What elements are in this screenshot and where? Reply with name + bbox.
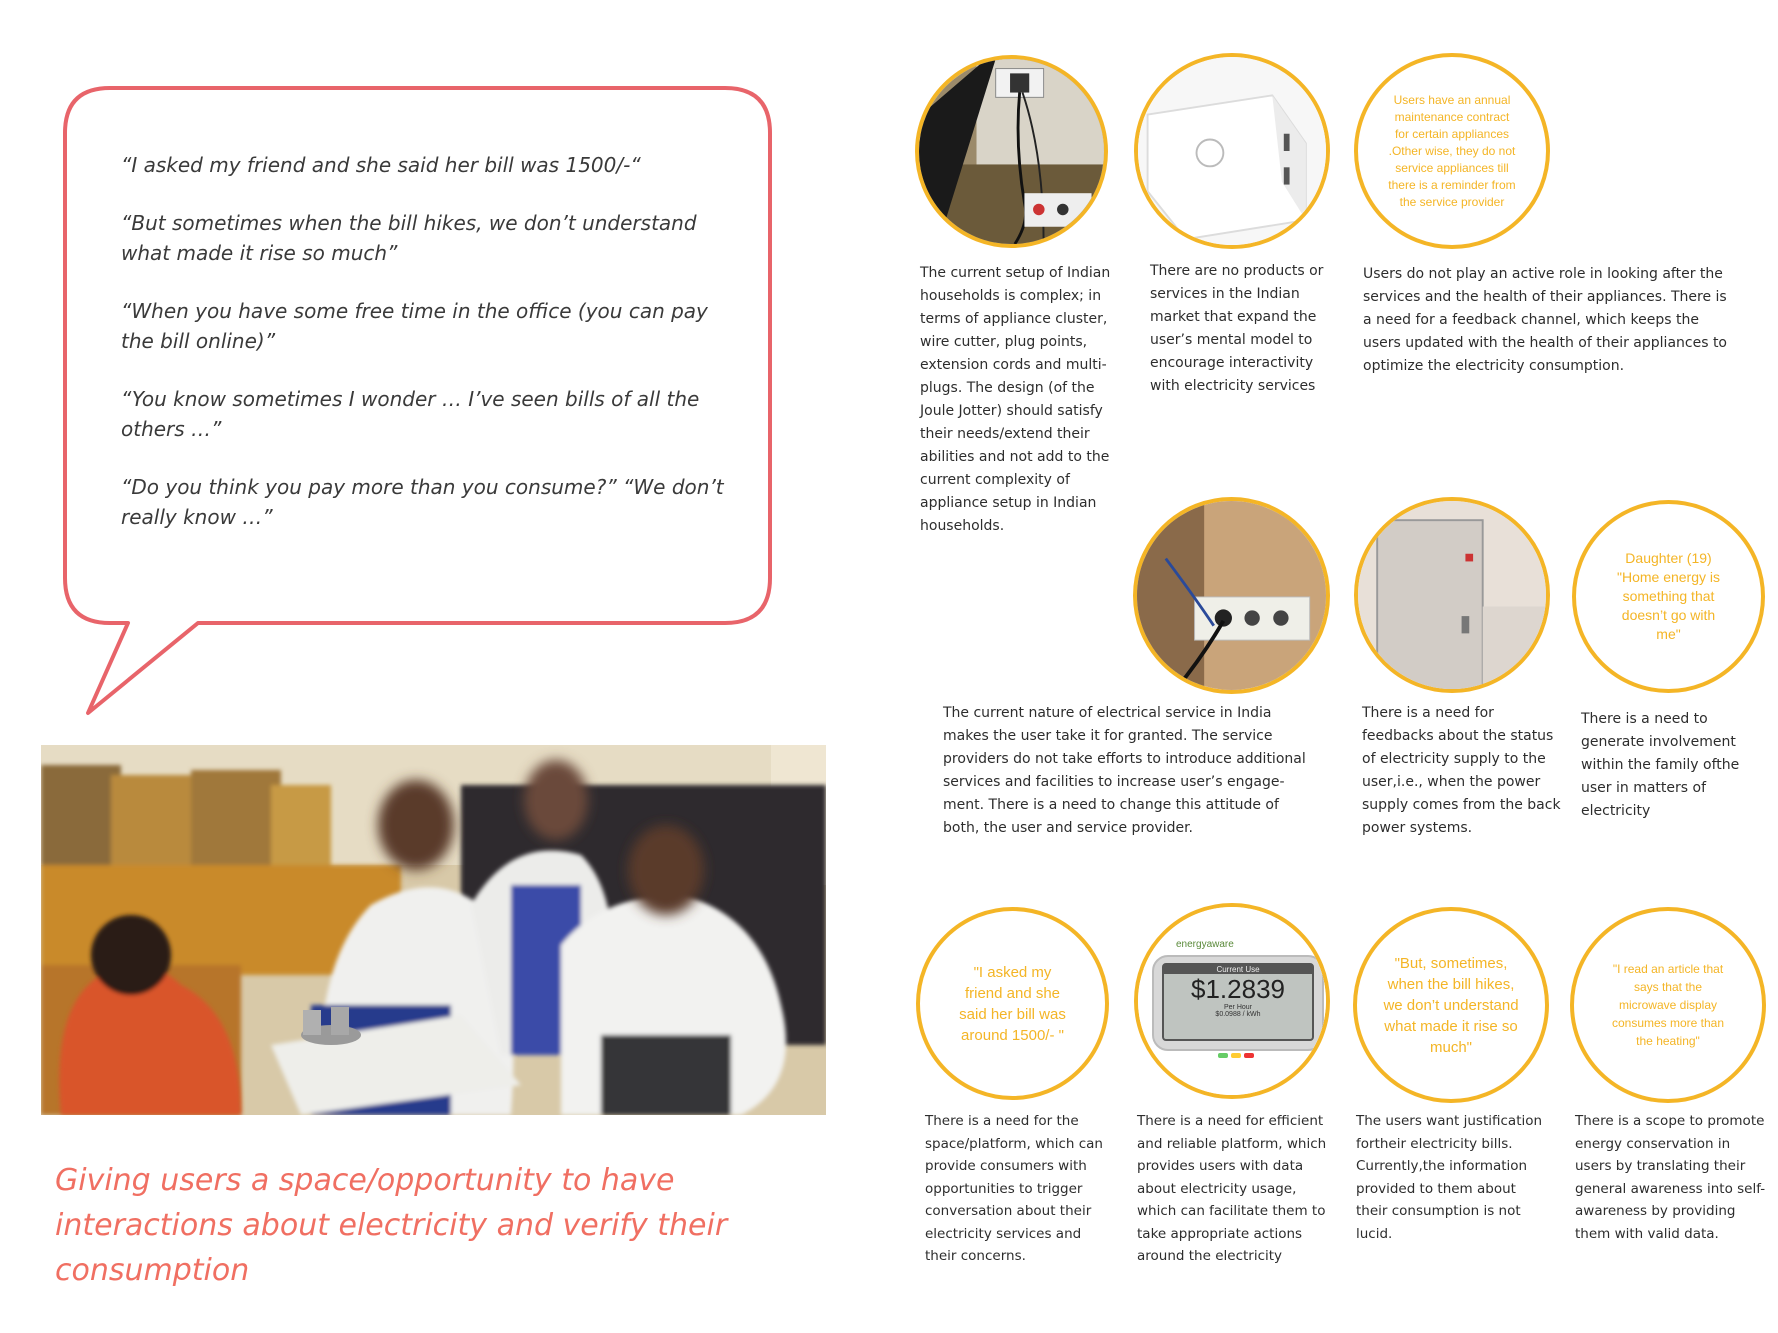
interview-quotes xyxy=(121,150,731,560)
interview-photo xyxy=(41,745,826,1115)
desc-service-attitude: The current nature of electrical service in India makes the user take it for granted. The service providers do not take efforts to introduce additional services and facilities to increase user’s engage-ment. There is a need to change this attitude of both, the user and service provider. xyxy=(943,705,1306,836)
circle-power-panel xyxy=(1354,497,1550,693)
smart-plug-image xyxy=(1138,57,1326,245)
circle-smart-plug xyxy=(1134,53,1330,249)
desc-usage-data: There is a need for efficient and reliable platform, which provides users with data about electricity usage, which can facilitate them to take appropriate actions around the electricity xyxy=(1137,1113,1327,1264)
circle-friend-bill-quote xyxy=(916,907,1109,1100)
power-panel-image xyxy=(1358,501,1546,689)
quote-2: “But sometimes when the bill hikes, we don’t understand what made it rise so much” xyxy=(121,211,697,265)
bill-hike-quote: "But, sometimes, when the bill hikes, we don’t understand what made it rise so much" xyxy=(1383,954,1519,1056)
desc-household-setup: The current setup of Indian households is complex; in terms of appliance cluster, wire cutter, plug points, extension cords and multi-plugs. The design (of the Joule Jotter) should satisfy their needs/extend their abilities and not add to the current complexity of appliance setup in Indian households. xyxy=(920,265,1111,534)
monitor-rate: $0.0988 / kWh xyxy=(1215,1011,1261,1018)
household-wiring-image xyxy=(919,59,1104,244)
circle-energy-monitor xyxy=(1134,903,1330,1099)
circle-household-wiring xyxy=(915,55,1108,248)
microwave-quote: "I read an article that says that the microwave display consumes more than the heating" xyxy=(1611,962,1725,1048)
desc-no-products: There are no products or services in the Indian market that expand the user’s mental model to encourage interactivity with electricity services xyxy=(1150,263,1324,394)
caption: Giving users a space/opportunity to have interactions about electricity and verify their consumption xyxy=(55,1163,728,1288)
circle-daughter-quote xyxy=(1572,500,1765,693)
monitor-unit: Per Hour xyxy=(1223,1004,1252,1011)
circle-microwave-quote xyxy=(1570,907,1766,1103)
quote-1: “I asked my friend and she said her bill was 1500/-“ xyxy=(121,153,641,177)
wall-socket-image xyxy=(1137,501,1326,690)
daughter-quote: Daughter (19) "Home energy is something that doesn’t go with me" xyxy=(1616,550,1720,642)
monitor-brand: energyaware xyxy=(1176,939,1234,950)
desc-feedback-channel: Users do not play an active role in looking after the services and the health of their appliances. There is a need for a feedback channel, which keeps the users updated with the health of their appliances to optimize the electricity consumption. xyxy=(1363,266,1727,374)
circle-wall-socket xyxy=(1133,497,1330,694)
energy-monitor xyxy=(1138,903,1326,1099)
maintenance-quote: Users have an annual maintenance contract for certain appliances .Other wise, they do not service appliances till there is a reminder from the service provider xyxy=(1388,92,1516,209)
desc-supply-status: There is a need for feedbacks about the status of electricity supply to the user,i.e., when the power supply comes from the back power systems. xyxy=(1362,705,1561,836)
quote-4: “You know sometimes I wonder … I’ve seen bills of all the others …” xyxy=(121,387,700,441)
circle-bill-hike-quote xyxy=(1353,907,1549,1103)
quote-3: “When you have some free time in the office (you can pay the bill online)” xyxy=(121,299,708,353)
monitor-value: $1.2839 xyxy=(1191,974,1285,1004)
desc-conversation-platform: There is a need for the space/platform, which can provide consumers with opportunities to trigger conversation about their electricity services and their concerns. xyxy=(925,1113,1103,1264)
circle-maintenance-quote xyxy=(1354,53,1550,249)
desc-family-involvement: There is a need to generate involvement within the family ofthe user in matters of electricity xyxy=(1581,711,1740,819)
friend-bill-quote: "I asked my friend and she said her bill was around 1500/- " xyxy=(959,963,1066,1044)
desc-bill-justification: The users want justification fortheir electricity bills. Currently,the information provided to them about their consumption is not lucid. xyxy=(1356,1113,1543,1242)
desc-energy-conservation: There is a scope to promote energy conservation in users by translating their general awareness into self-awareness by providing them with valid data. xyxy=(1575,1113,1766,1242)
monitor-label: Current Use xyxy=(1164,965,1312,974)
quote-5: “Do you think you pay more than you consume?” “We don’t really know …” xyxy=(121,475,724,529)
